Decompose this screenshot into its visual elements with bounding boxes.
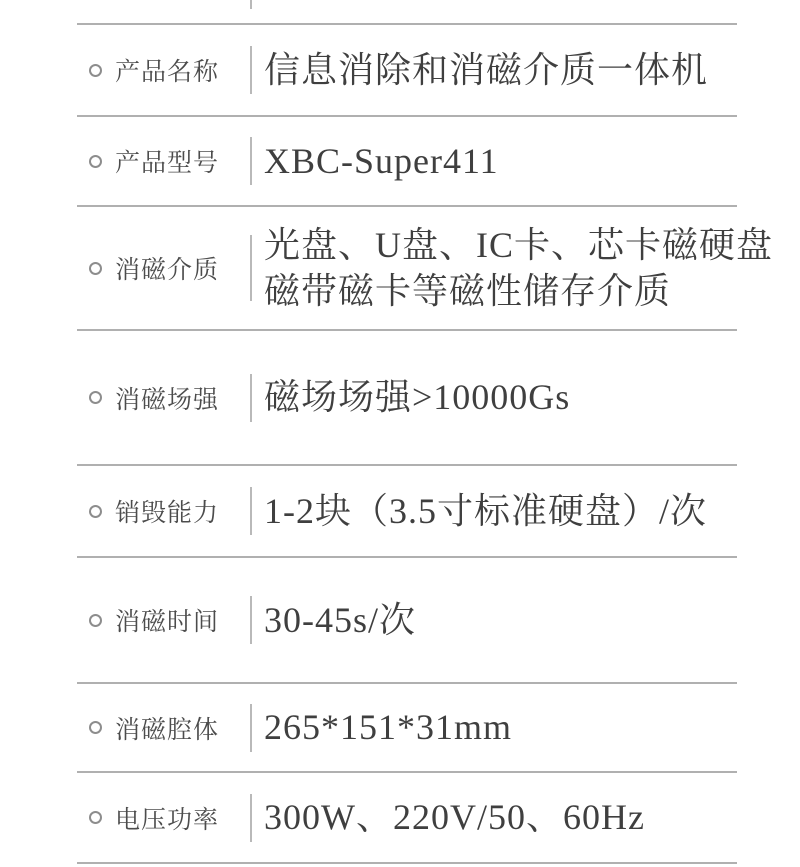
spec-label: 电压功率	[115, 806, 220, 834]
spec-value-line: XBC-Super411	[264, 140, 499, 181]
spec-value-line: 30-45s/次	[264, 599, 417, 640]
spec-value	[264, 597, 416, 643]
spec-row-voltage-power	[77, 773, 737, 864]
spec-value-line: 信息消除和消磁介质一体机	[264, 49, 709, 90]
spec-value-line: 300W、220V/50、60Hz	[264, 797, 645, 838]
spec-row-destroy-capacity	[77, 466, 737, 558]
spec-value-line: 磁场场强>10000Gs	[264, 377, 571, 418]
bullet-circle-icon	[89, 64, 102, 77]
label-value-divider	[250, 487, 252, 535]
spec-label: 消磁时间	[115, 609, 220, 636]
spec-value-line: 光盘、U盘、IC卡、芯卡磁硬盘	[264, 224, 773, 265]
bullet-circle-icon	[89, 155, 102, 168]
spec-label: 消磁介质	[115, 257, 220, 284]
label-value-divider	[250, 794, 252, 842]
bullet-circle-icon	[89, 811, 102, 824]
label-value-divider	[250, 235, 252, 301]
spec-value	[264, 374, 570, 420]
spec-row-product-model	[77, 117, 737, 207]
spec-row-degauss-time	[77, 558, 737, 684]
column-divider-fragment	[250, 0, 252, 9]
spec-row-degauss-cavity	[77, 684, 737, 773]
bullet-circle-icon	[89, 505, 102, 518]
spec-label: 产品名称	[115, 59, 220, 86]
label-value-divider	[250, 46, 252, 94]
spec-value	[264, 138, 499, 184]
spec-table	[77, 23, 773, 864]
label-value-divider	[250, 596, 252, 644]
spec-value-line: 1-2块（3.5寸标准硬盘）/次	[264, 490, 707, 531]
spec-value	[264, 222, 773, 314]
spec-value-line: 磁带磁卡等磁性储存介质	[264, 271, 672, 311]
spec-label: 产品型号	[115, 150, 220, 177]
bullet-circle-icon	[89, 391, 102, 404]
label-value-divider	[250, 137, 252, 185]
spec-label: 销毁能力	[115, 500, 220, 527]
spec-row-product-name	[77, 25, 737, 117]
cropped-row-above	[0, 0, 800, 23]
bullet-circle-icon	[89, 262, 102, 275]
label-value-divider	[250, 374, 252, 422]
spec-label: 消磁腔体	[115, 716, 220, 744]
spec-value	[264, 47, 708, 93]
spec-value	[264, 488, 707, 534]
spec-label: 消磁场强	[115, 386, 220, 414]
spec-value	[264, 794, 645, 840]
spec-row-field-strength	[77, 331, 737, 466]
label-value-divider	[250, 704, 252, 752]
bullet-circle-icon	[89, 721, 102, 734]
spec-value-line: 265*151*31mm	[264, 707, 513, 748]
spec-value	[264, 704, 512, 750]
bullet-circle-icon	[89, 614, 102, 627]
spec-row-degauss-media	[77, 207, 773, 331]
